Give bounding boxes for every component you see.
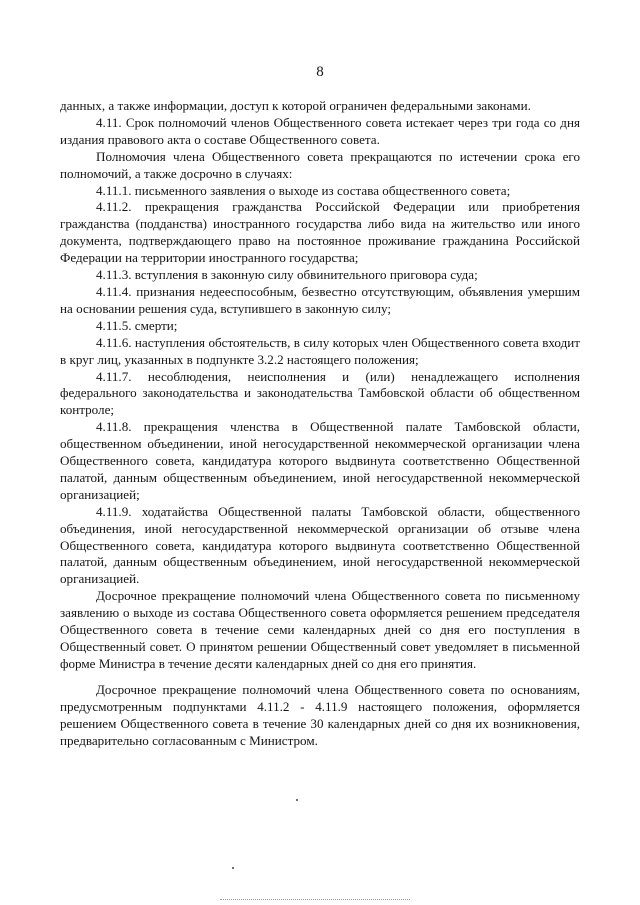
document-body bbox=[60, 98, 580, 749]
paragraph-4-11-8: 4.11.8. прекращения членства в Общественной палате Тамбовской области, общественном объединении, иной негосударственной некоммерческой организации члена Общественного совета, кандидатура которого выдвинута соответственно Общественной палатой, данным общественным объединением, иной негосударственной некоммерческой организацией; bbox=[60, 419, 580, 502]
scan-speck bbox=[296, 799, 298, 801]
paragraph-early-termination-by-request: Досрочное прекращение полномочий члена Общественного совета по письменному заявлению о выходе из состава Общественного совета оформляется решением председателя Общественного совета в течение семи календарных дней со дня его поступления в Общественный совет. О принятом решении Общественный совет уведомляет в письменной форме Министра в течение десяти календарных дней со дня его принятия. bbox=[60, 588, 580, 671]
paragraph-4-11-4: 4.11.4. признания недееспособным, безвестно отсутствующим, объявления умершим на основании решения суда, вступившего в законную силу; bbox=[60, 283, 580, 316]
scan-edge-marks bbox=[220, 899, 410, 902]
paragraph-4-11: 4.11. Срок полномочий членов Общественного совета истекает через три года со дня издания правового акта о составе Общественного совета. bbox=[60, 114, 580, 147]
paragraph-continuation: данных, а также информации, доступ к которой ограничен федеральными законами. bbox=[60, 98, 531, 113]
paragraph-4-11-7: 4.11.7. несоблюдения, неисполнения и (или) ненадлежащего исполнения федерального законодательства и законодательства Тамбовской области об общественном контроле; bbox=[60, 368, 580, 418]
paragraph-termination-intro: Полномочия члена Общественного совета прекращаются по истечении срока его полномочий, а также досрочно в случаях: bbox=[60, 148, 580, 181]
paragraph-4-11-9: 4.11.9. ходатайства Общественной палаты Тамбовской области, общественного объединения, иной негосударственной некоммерческой организации об отзыве члена Общественного совета, кандидатура которого выдвинута соответственно Общественной палатой, данным общественным объединением, иной негосударственной некоммерческой организацией. bbox=[60, 503, 580, 587]
paragraph-4-11-3: 4.11.3. вступления в законную силу обвинительного приговора суда; bbox=[96, 267, 478, 283]
paragraph-4-11-6: 4.11.6. наступления обстоятельств, в силу которых член Общественного совета входит в круг лиц, указанных в подпункте 3.2.2 настоящего положения; bbox=[60, 334, 580, 367]
paragraph-early-termination-by-grounds: Досрочное прекращение полномочий члена Общественного совета по основаниям, предусмотренным подпунктами 4.11.2 - 4.11.9 настоящего положения, оформляется решением Общественного совета в течение 30 календарных дней со дня их возникновения, предварительно согласованным с Министром. bbox=[60, 681, 580, 748]
paragraph-4-11-2: 4.11.2. прекращения гражданства Российской Федерации или приобретения гражданства (подданства) иностранного государства либо вида на жительство или иного документа, подтверждающего право на постоянное проживание гражданина Российской Федерации на территории иностранного государства; bbox=[60, 199, 580, 266]
paragraph-4-11-5: 4.11.5. смерти; bbox=[96, 317, 178, 333]
paragraph-4-11-1: 4.11.1. письменного заявления о выходе из состава общественного совета; bbox=[96, 182, 511, 198]
scan-speck bbox=[232, 867, 234, 869]
page-number: 8 bbox=[316, 64, 324, 80]
